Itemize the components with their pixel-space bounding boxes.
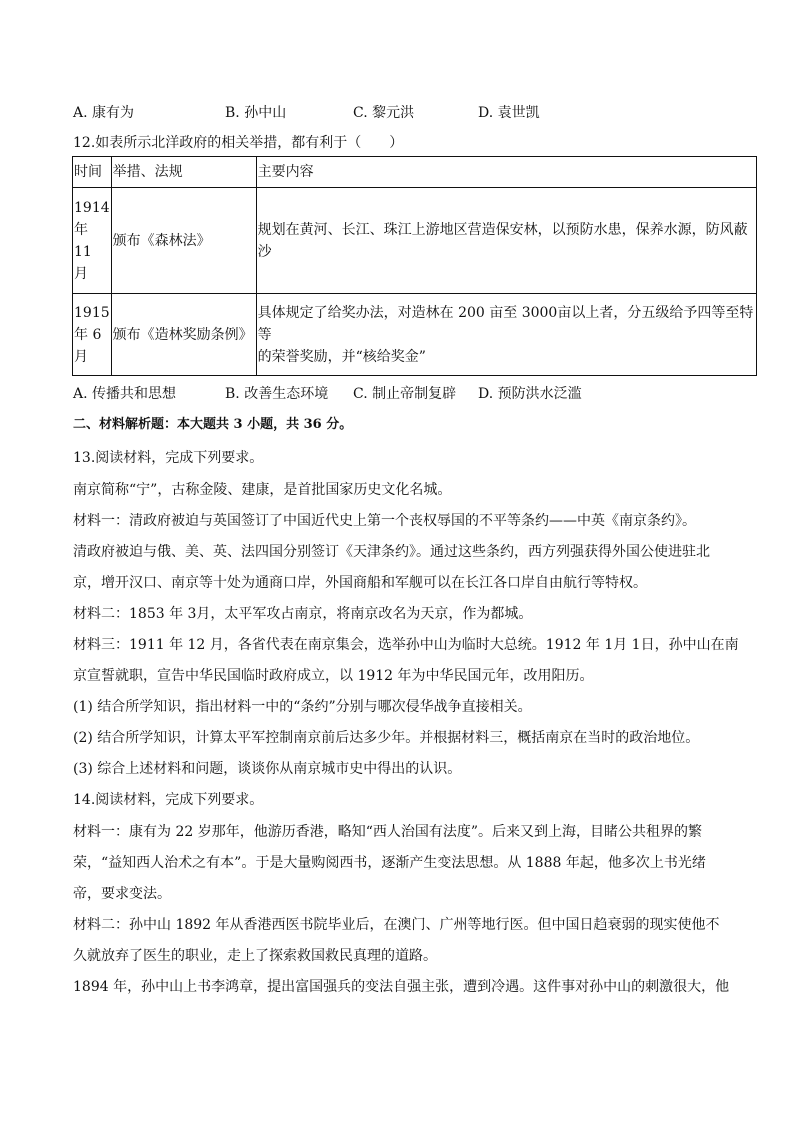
row1-content-line: 规划在黄河、长江、珠江上游地区营造保安林，以预防水患，保养水源，防风蔽沙 — [257, 221, 748, 260]
table-header-row — [73, 157, 757, 188]
row2-content-line: 的荣誉奖励，并“核给奖金” — [257, 348, 426, 365]
q11-option-d: D. 袁世凯 — [478, 105, 540, 121]
q14-line: 久就放弃了医生的职业，走上了探索救国救民真理的道路。 — [73, 948, 437, 964]
row1-measure: 颁布《森林法》 — [111, 188, 256, 294]
q11-option-a: A. 康有为 — [73, 105, 135, 121]
row1-content — [256, 188, 756, 294]
q14-line: 帝，要求变法。 — [73, 886, 171, 902]
row2-content — [256, 294, 756, 376]
row2-time-line: 月 — [74, 348, 88, 365]
row1-time-line: 11 — [74, 243, 92, 260]
q12-option-c: C. 制止帝制复辟 — [353, 386, 457, 402]
row2-measure: 颁布《造林奖励条例》 — [111, 294, 256, 376]
q14-stem: 14.阅读材料，完成下列要求。 — [73, 792, 264, 808]
q13-line: 材料一：清政府被迫与英国签订了中国近代史上第一个丧权辱国的不平等条约——中英《南京条约》。 — [73, 513, 696, 529]
row2-time-line: 年 6 — [74, 326, 102, 343]
row2-content-line: 具体规定了给奖办法，对造林在 200 亩至 3000亩以上者，分五级给予四等至特等 — [257, 304, 754, 343]
q13-line: 京，增开汉口、南京等十处为通商口岸，外国商船和军舰可以在长江各口岸自由航行等特权。 — [73, 575, 647, 591]
q12-stem: 12.如表所示北洋政府的相关举措，都有利于（ ） — [73, 135, 404, 151]
q11-option-b: B. 孙中山 — [225, 105, 287, 121]
q13-question-3: (3) 综合上述材料和问题，谈谈你从南京城市史中得出的认识。 — [73, 761, 462, 777]
q12-option-b: B. 改善生态环境 — [225, 386, 329, 402]
q12-option-d: D. 预防洪水泛滥 — [478, 386, 582, 402]
q12-option-a: A. 传播共和思想 — [73, 386, 177, 402]
q13-line: 材料三：1911 年 12 月，各省代表在南京集会，选举孙中山为临时大总统。1912 年 1月 1日，孙中山在南 — [73, 637, 739, 653]
q14-line: 材料二：孙中山 1892 年从香港西医书院毕业后，在澳门、广州等地行医。但中国日趋衰弱的现实使他不 — [73, 917, 720, 933]
q13-line: 南京简称“宁”，古称金陵、建康，是首批国家历史文化名城。 — [73, 482, 452, 498]
row2-time — [73, 294, 112, 376]
table-row — [73, 188, 757, 294]
q13-line: 京宣誓就职，宣告中华民国临时政府成立，以 1912 年为中华民国元年，改用阳历。 — [73, 668, 594, 684]
q14-line: 材料一：康有为 22 岁那年，他游历香港，略知“西人治国有法度”。后来又到上海，目睹公共租界的繁 — [73, 824, 703, 840]
row2-time-line: 1915 — [74, 304, 110, 321]
row1-time-line: 月 — [74, 265, 88, 282]
section2-title: 二、材料解析题：本大题共 3 小题，共 36 分。 — [73, 417, 353, 432]
q12-table — [72, 156, 757, 376]
q13-question-2: (2) 结合所学知识，计算太平军控制南京前后达多少年。并根据材料三，概括南京在当时的政治地位。 — [73, 730, 700, 746]
header-time: 时间 — [73, 157, 112, 188]
row1-time — [73, 188, 112, 294]
q11-option-c: C. 黎元洪 — [353, 105, 415, 121]
q13-line: 清政府被迫与俄、美、英、法四国分别签订《天津条约》。通过这些条约，西方列强获得外国公使进驻北 — [73, 544, 710, 560]
q13-stem: 13.阅读材料，完成下列要求。 — [73, 450, 264, 466]
table-row — [73, 294, 757, 376]
header-measure: 举措、法规 — [111, 157, 256, 188]
q14-line: 荣，“益知西人治术之有本”。于是大量购阅西书，逐渐产生变法思想。从 1888 年起，他多次上书光绪 — [73, 855, 706, 871]
q13-question-1: (1) 结合所学知识，指出材料一中的“条约”分别与哪次侵华战争直接相关。 — [73, 699, 532, 715]
q13-line: 材料二：1853 年 3月，太平军攻占南京，将南京改名为天京，作为都城。 — [73, 606, 533, 622]
row1-time-line: 1914 — [74, 199, 110, 216]
header-content: 主要内容 — [256, 157, 756, 188]
q14-line: 1894 年，孙中山上书李鸿章，提出富国强兵的变法自强主张，遭到冷遇。这件事对孙中山的刺激很大，他 — [73, 979, 730, 995]
row1-time-line: 年 — [74, 221, 88, 238]
